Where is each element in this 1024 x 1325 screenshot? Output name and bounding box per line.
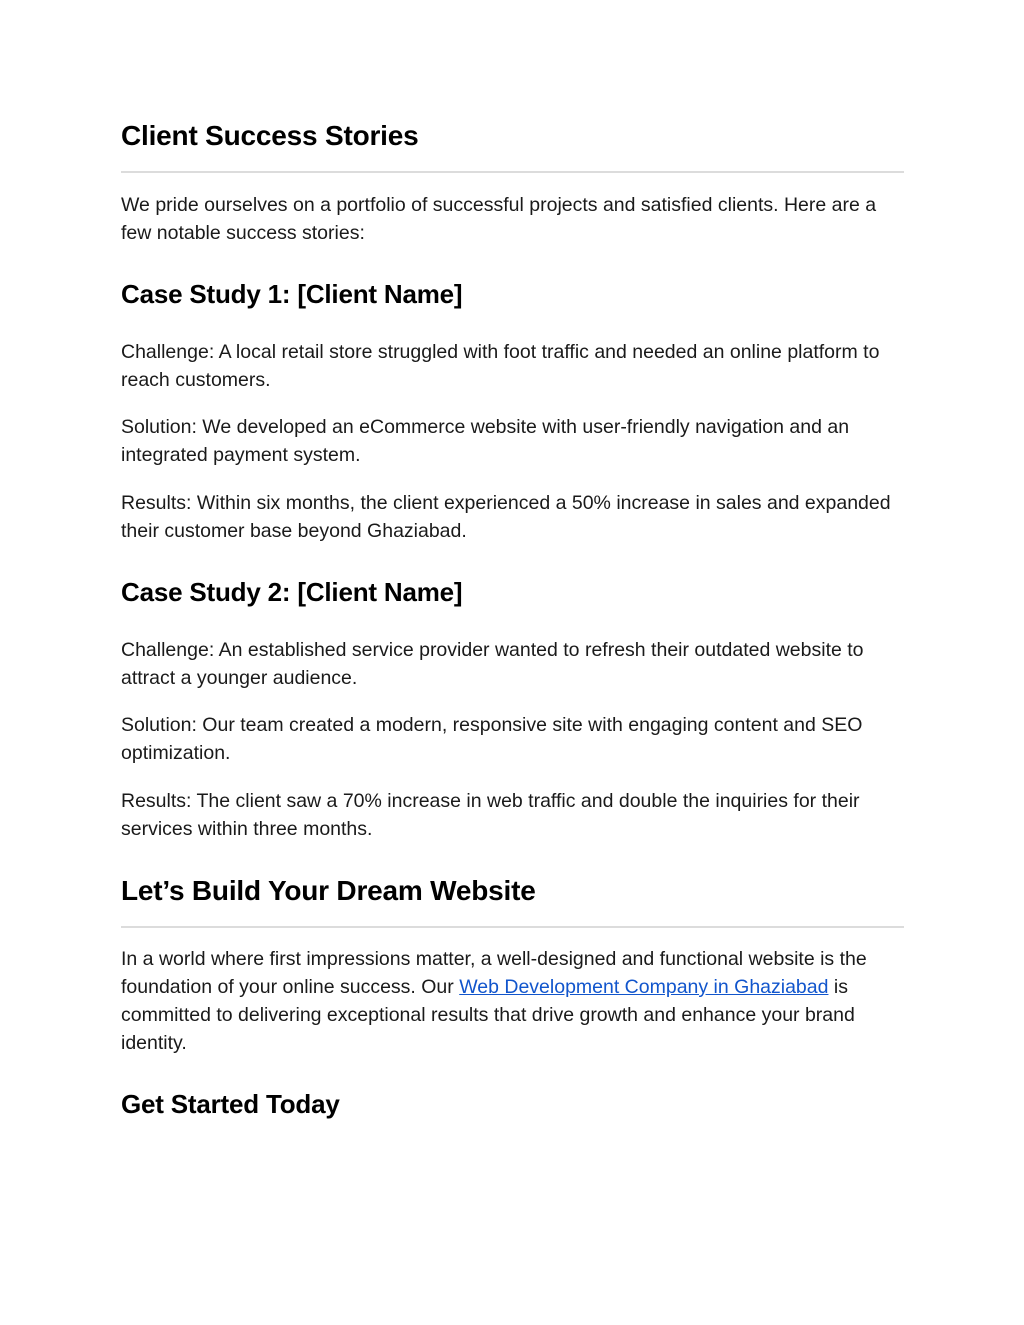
- build-text-after: is committed to delivering exceptional results that drive growth and enhance your brand identity.: [121, 976, 855, 1054]
- section-divider: [121, 171, 904, 173]
- case-study-2-solution: Solution: Our team created a modern, responsive site with engaging content and SEO optimization.: [121, 714, 863, 764]
- build-website-paragraph: [121, 945, 904, 1057]
- client-success-title: Client Success Stories: [121, 120, 419, 151]
- case-study-1-challenge: Challenge: A local retail store struggled with foot traffic and needed an online platform to reach customers.: [121, 341, 880, 391]
- build-text-before: In a world where first impressions matter, a well-designed and functional website is the foundation of your online success. Our: [121, 948, 867, 998]
- case-study-2-title: Case Study 2: [Client Name]: [121, 577, 463, 607]
- success-intro-paragraph: We pride ourselves on a portfolio of successful projects and satisfied clients. Here are a few notable success stories:: [121, 194, 877, 244]
- build-website-title: Let’s Build Your Dream Website: [121, 875, 536, 906]
- case-study-1-title: Case Study 1: [Client Name]: [121, 279, 463, 309]
- section-divider: [121, 926, 904, 928]
- case-study-1-results: Results: Within six months, the client experienced a 50% increase in sales and expanded their customer base beyond Ghaziabad.: [121, 492, 891, 542]
- get-started-title: Get Started Today: [121, 1089, 340, 1119]
- case-study-2-results: Results: The client saw a 70% increase in web traffic and double the inquiries for their services within three months.: [121, 790, 860, 840]
- web-development-company-link[interactable]: Web Development Company in Ghaziabad: [459, 976, 829, 998]
- case-study-2-challenge: Challenge: An established service provider wanted to refresh their outdated website to attract a younger audience.: [121, 639, 864, 689]
- case-study-1-solution: Solution: We developed an eCommerce website with user-friendly navigation and an integrated payment system.: [121, 416, 850, 466]
